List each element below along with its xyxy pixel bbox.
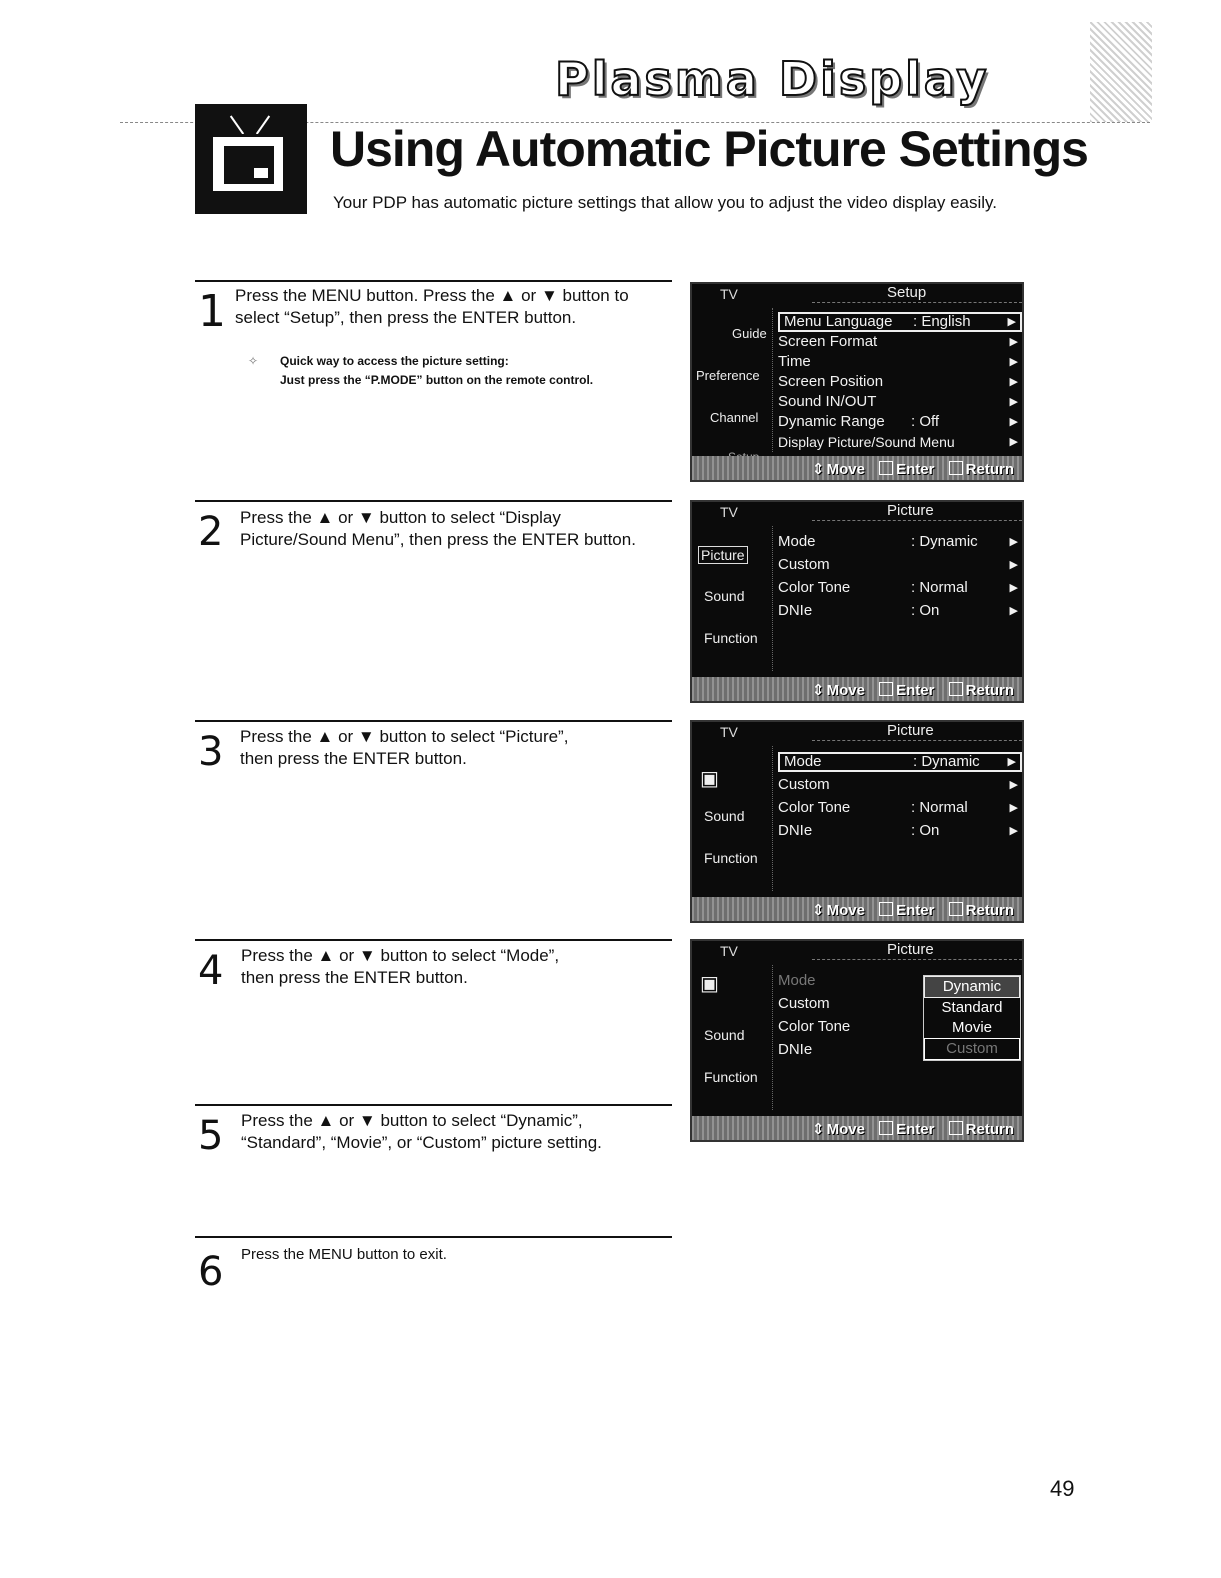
osd-key-move: Move [826,902,865,919]
arrow-right-icon: ▶ [1009,536,1018,548]
osd-key-enter: Enter [896,1121,935,1138]
step-6-line-1: Press the MENU button to exit. [241,1246,447,1263]
osd-footer-keys [802,460,1014,478]
picture-icon: ▣ [700,768,719,790]
step-5-line-2: “Standard”, “Movie”, or “Custom” picture setting. [241,1133,602,1152]
arrow-right-icon: ▶ [1009,436,1018,448]
osd-row-dnie [778,601,1022,621]
step-5-line-1: Press the ▲ or ▼ button to select “Dynamic”, [241,1111,583,1130]
tip-line-1: Quick way to access the picture setting: [280,354,509,368]
step-2-line-2: Picture/Sound Menu”, then press the ENTER button. [240,530,636,549]
tip-line-2: Just press the “P.MODE” button on the remote control. [280,373,594,387]
osd-footer [692,677,1022,701]
osd-nav-function: Function [704,1069,758,1085]
osd-row-label: Custom [778,776,830,793]
osd-row-label: Color Tone [778,579,851,596]
enter-key-icon [879,461,893,475]
arrow-right-icon: ▶ [1009,605,1018,617]
osd-separator [772,526,773,671]
osd-row-value: : English [913,313,971,330]
tip-note [248,352,593,390]
osd-row-sound-in-out [778,392,1022,412]
osd-row-label: DNIe [778,822,813,839]
osd-nav-function: Function [704,850,758,866]
return-key-icon [949,461,963,475]
osd-header-title: Picture [887,941,934,958]
osd-row-label: Dynamic Range [778,413,885,430]
enter-key-icon [879,682,893,696]
arrow-right-icon: ▶ [1009,356,1018,368]
step-1-line-2: select “Setup”, then press the ENTER button. [235,308,577,327]
osd-header-title: Picture [887,502,934,519]
osd-footer [692,1116,1022,1140]
step-3-line-2: then press the ENTER button. [240,749,467,768]
osd-nav-function: Function [704,630,758,646]
mode-option-custom[interactable]: Custom [924,1038,1020,1060]
step-1-line-1: Press the MENU button. Press the ▲ or ▼ button to [235,286,629,305]
enter-key-icon [879,1121,893,1135]
osd-key-return: Return [965,682,1014,699]
step-1-rule [195,280,672,282]
osd-row-label: Mode [778,972,816,989]
step-3-rule [195,720,672,722]
osd-header-title: Picture [887,722,934,739]
tv-icon-highlight [254,168,268,178]
osd-row-mode [778,752,1022,772]
page-subtitle: Your PDP has automatic picture settings that allow you to adjust the video display easily. [333,193,998,212]
osd-row-menu-language [778,312,1022,332]
osd-row-label: Screen Format [778,333,878,350]
osd-separator [772,965,773,1110]
osd-row-custom [778,555,1022,575]
osd-header-title: Setup [887,284,927,301]
step-2-line-1: Press the ▲ or ▼ button to select “Display [240,508,561,527]
move-icon: ⇕ [812,1121,825,1138]
osd-tv-label: TV [720,724,738,740]
tv-icon-inner [224,146,274,184]
osd-key-enter: Enter [896,902,935,919]
osd-row-dnie [778,821,1022,841]
enter-key-icon [879,902,893,916]
osd-row-label: Mode [778,533,816,550]
osd-row-label: Custom [778,995,830,1012]
step-1-number: 1 [198,286,226,337]
step-4-line-1: Press the ▲ or ▼ button to select “Mode”, [241,946,560,965]
osd-separator [772,746,773,891]
step-2-number: 2 [198,509,224,555]
step-3-line-1: Press the ▲ or ▼ button to select “Picture”, [240,727,569,746]
osd-row-color-tone [778,798,1022,818]
osd-row-label: Custom [778,556,830,573]
osd-row-label: Color Tone [778,1018,851,1035]
osd-key-enter: Enter [896,461,935,478]
arrow-right-icon: ▶ [1009,779,1018,791]
osd-row-label: DNIe [778,602,813,619]
return-key-icon [949,1121,963,1135]
arrow-right-icon: ▶ [1007,756,1016,768]
osd-key-return: Return [965,461,1014,478]
mode-option-dynamic[interactable]: Dynamic [924,976,1020,998]
osd-row-mode [778,532,1022,552]
step-4-text [241,945,671,989]
move-icon: ⇕ [812,902,825,919]
header-decoration [1090,22,1152,122]
step-4-rule [195,939,672,941]
osd-row-value: : Off [911,413,940,430]
osd-footer [692,897,1022,921]
osd-row-value: : Dynamic [911,533,978,550]
osd-row-value: : Normal [911,579,968,596]
osd-row-label: Sound IN/OUT [778,393,877,410]
move-icon: ⇕ [812,682,825,699]
arrow-right-icon: ▶ [1009,376,1018,388]
osd-nav-sound: Sound [704,1027,745,1043]
osd-setup-screen [690,282,1024,482]
osd-separator [772,308,773,452]
step-5-rule [195,1104,672,1106]
osd-row-value: : On [911,602,940,619]
osd-tv-label: TV [720,504,738,520]
return-key-icon [949,682,963,696]
osd-footer-keys [802,1120,1014,1138]
step-2-rule [195,500,672,502]
osd-footer-keys [802,681,1014,699]
osd-row-label: Color Tone [778,799,851,816]
arrow-right-icon: ▶ [1009,802,1018,814]
arrow-right-icon: ▶ [1009,559,1018,571]
return-key-icon [949,902,963,916]
step-5-text [241,1110,671,1154]
osd-picture-screen-2 [690,720,1024,923]
arrow-right-icon: ▶ [1009,416,1018,428]
osd-footer-keys [802,901,1014,919]
osd-nav-guide: Guide [732,326,767,341]
osd-row-dynamic-range [778,412,1022,432]
osd-row-color-tone [778,578,1022,598]
osd-row-value: : On [911,822,940,839]
osd-nav-picture: Picture [698,546,748,564]
step-1-text [235,285,665,329]
note-icon: ✧ [248,354,259,368]
osd-tv-label: TV [720,286,738,302]
step-4-number: 4 [198,948,224,994]
mode-options-list [923,975,1021,1061]
osd-key-move: Move [826,682,865,699]
arrow-right-icon: ▶ [1009,582,1018,594]
osd-mode-options-screen [690,939,1024,1142]
mode-option-movie[interactable]: Movie [951,1019,992,1036]
osd-row-display-picture-sound [778,432,1022,452]
picture-icon: ▣ [700,973,719,995]
step-6-text [241,1244,671,1266]
move-icon: ⇕ [812,461,825,478]
osd-row-custom [778,775,1022,795]
step-6-rule [195,1236,672,1238]
osd-row-label: Menu Language [784,313,893,330]
osd-key-move: Move [826,1121,865,1138]
arrow-right-icon: ▶ [1009,336,1018,348]
osd-key-return: Return [965,1121,1014,1138]
osd-footer [692,456,1022,480]
step-4-line-2: then press the ENTER button. [241,968,468,987]
step-2-text [240,507,660,551]
osd-row-time [778,352,1022,372]
step-3-number: 3 [198,729,224,775]
step-3-text [240,726,670,770]
osd-key-enter: Enter [896,682,935,699]
brand-logo-text: Plasma Display [555,52,990,106]
step-6-number: 6 [198,1249,224,1295]
osd-row-label: Mode [784,753,822,770]
osd-row-value: : Dynamic [913,753,980,770]
mode-option-standard[interactable]: Standard [941,999,1003,1016]
osd-nav-sound: Sound [704,808,745,824]
arrow-right-icon: ▶ [1009,396,1018,408]
arrow-right-icon: ▶ [1009,825,1018,837]
osd-row-value: : Normal [911,799,968,816]
osd-picture-screen-1 [690,500,1024,703]
page-number: 49 [1050,1476,1075,1501]
osd-row-screen-position [778,372,1022,392]
osd-tv-label: TV [720,943,738,959]
osd-row-screen-format [778,332,1022,352]
page-title: Using Automatic Picture Settings [330,121,1088,177]
osd-row-label: Display Picture/Sound Menu [778,434,955,450]
osd-nav-channel: Channel [710,410,759,425]
osd-key-return: Return [965,902,1014,919]
step-5-number: 5 [198,1113,224,1159]
arrow-right-icon: ▶ [1007,316,1016,328]
osd-nav-preference: Preference [696,368,760,383]
osd-row-label: Screen Position [778,373,884,390]
osd-row-label: Time [778,353,811,370]
osd-nav-sound: Sound [704,588,745,604]
osd-row-label: DNIe [778,1041,813,1058]
osd-key-move: Move [826,461,865,478]
